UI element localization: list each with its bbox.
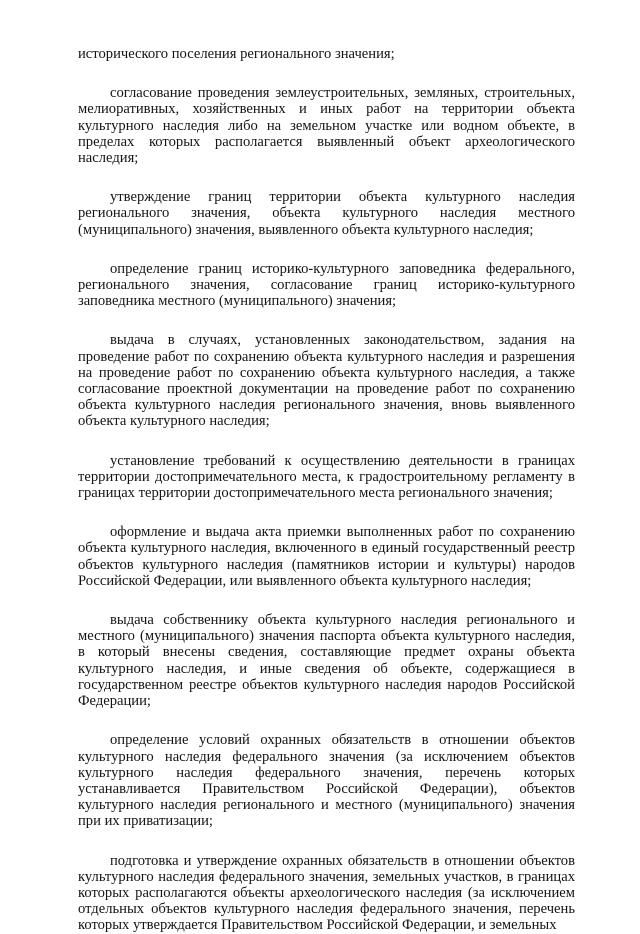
paragraph-1: исторического поселения регионального значения;	[78, 46, 395, 62]
paragraph-9: определение условий охранных обязательств в отношении объектов культурного наследия федерального значения (за исключением объектов культурного наследия федерального значения, перечень которых устанавливается Правительством Российской Федерации), объектов культурного наследия регионального и местного (муниципального) значения при их приватизации;	[78, 732, 575, 830]
paragraph-7: оформление и выдача акта приемки выполненных работ по сохранению объекта культурного наследия, включенного в единый государственный реестр объектов культурного наследия (памятников истории и культуры) народов Российской Федерации, или выявленного объекта культурного наследия;	[78, 524, 575, 589]
paragraph-4: определение границ историко-культурного заповедника федерального, регионального значения, согласование границ историко-культурного заповедника местного (муниципального) значения;	[78, 260, 575, 310]
paragraph-5: выдача в случаях, установленных законодательством, задания на проведение работ по сохранению объекта культурного наследия и разрешения на проведение работ по сохранению объекта культурного наследия, а также согласование проектной документации на проведение работ по сохранению объекта культурного наследия регионального значения, вновь выявленного объекта культурного наследия;	[78, 332, 575, 430]
paragraph-8: выдача собственнику объекта культурного наследия регионального и местного (муниципального) значения паспорта объекта культурного наследия, в который внесены сведения, составляющие предмет охраны объекта культурного наследия, и иные сведения об объекте, содержащиеся в государственном реестре объектов культурного наследия народов Российской Федерации;	[78, 612, 575, 710]
paragraph-2: согласование проведения землеустроительных, земляных, строительных, мелиоративных, хозяйственных и иных работ на территории объекта культурного наследия либо на земельном участке или водном объекте, в пределах которых располагается выявленный объект археологического наследия;	[78, 85, 575, 167]
document-page	[78, 46, 575, 934]
paragraph-6: установление требований к осуществлению деятельности в границах территории достопримечательного места, к градостроительному регламенту в границах территории достопримечательного места регионального значения;	[78, 452, 575, 502]
paragraph-3: утверждение границ территории объекта культурного наследия регионального значения, объекта культурного наследия местного (муниципального) значения, выявленного объекта культурного наследия;	[78, 189, 575, 238]
paragraph-10: подготовка и утверждение охранных обязательств в отношении объектов культурного наследия федерального значения, земельных участков, в границах которых располагаются объекты археологического наследия (за исключением отдельных объектов культурного наследия федерального значения, перечень которых утверждается Правительством Российской Федерации, и земельных	[78, 852, 575, 934]
